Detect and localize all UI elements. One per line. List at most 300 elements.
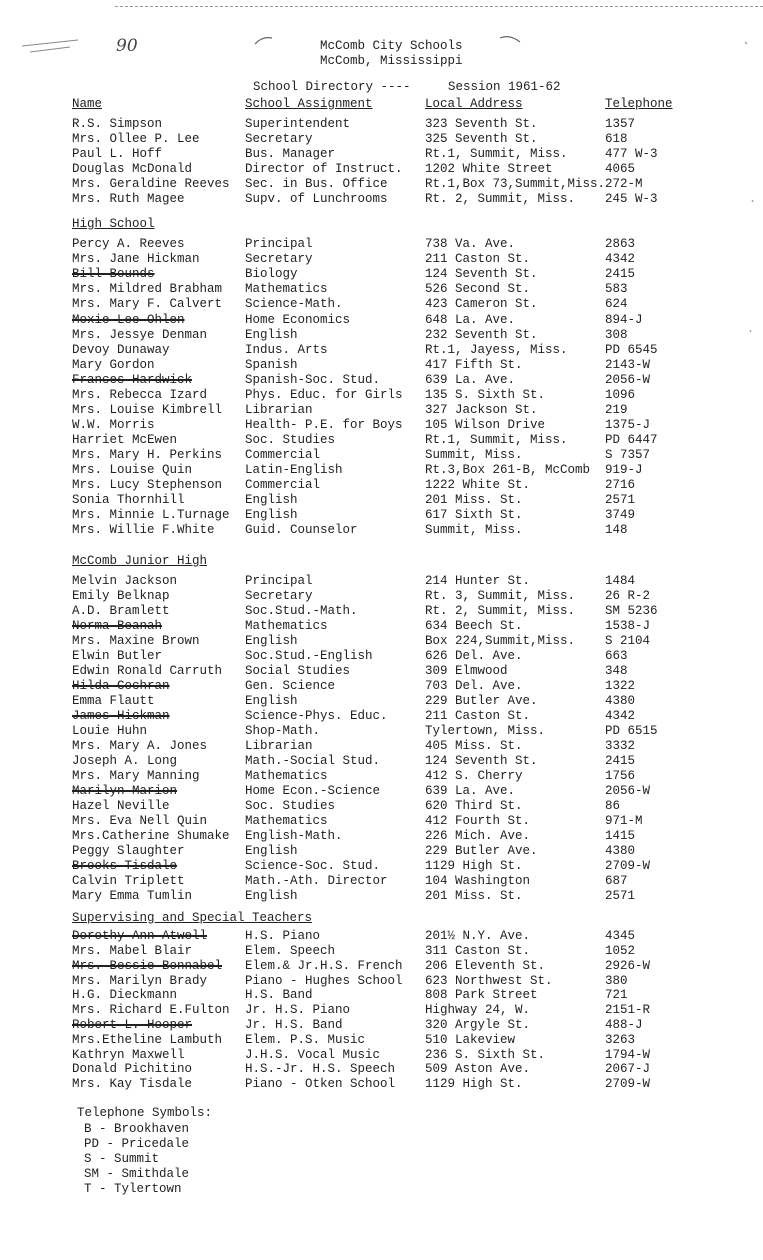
staff-address: 124 Seventh St. [425, 267, 538, 281]
staff-address: 135 S. Sixth St. [425, 388, 546, 402]
staff-address: 623 Northwest St. [425, 974, 553, 988]
staff-name: Mrs. Mary F. Calvert [72, 297, 223, 311]
table-row [0, 373, 763, 388]
staff-name: Mary Emma Tumlin [72, 889, 193, 903]
staff-assignment: Latin-English [245, 463, 343, 477]
staff-address: Rt. 2, Summit, Miss. [425, 192, 576, 206]
staff-name: Kathryn Maxwell [72, 1048, 185, 1062]
staff-name: Mrs. Eva Nell Quin [72, 814, 208, 828]
staff-address: 412 S. Cherry [425, 769, 523, 783]
staff-assignment: J.H.S. Vocal Music [245, 1048, 381, 1062]
staff-address: 206 Eleventh St. [425, 959, 546, 973]
staff-phone: 148 [605, 523, 628, 537]
staff-phone: 4065 [605, 162, 636, 176]
staff-phone: 721 [605, 988, 628, 1002]
table-row [0, 117, 763, 132]
staff-name: Mrs. Minnie L.Turnage [72, 508, 230, 522]
table-row [0, 192, 763, 207]
staff-assignment: Elem.& Jr.H.S. French [245, 959, 403, 973]
staff-name: R.S. Simpson [72, 117, 163, 131]
staff-phone: PD 6545 [605, 343, 658, 357]
staff-name: Mrs. Geraldine Reeves [72, 177, 230, 191]
staff-assignment: Librarian [245, 403, 313, 417]
table-row [0, 664, 763, 679]
staff-address: 1129 High St. [425, 859, 523, 873]
staff-phone: 2415 [605, 267, 636, 281]
staff-name: Paul L. Hoff [72, 147, 163, 161]
staff-assignment: Biology [245, 267, 298, 281]
telephone-symbols-title: Telephone Symbols: [77, 1106, 213, 1120]
table-row [0, 448, 763, 463]
staff-assignment: Secretary [245, 132, 313, 146]
staff-address: Rt.1, Jayess, Miss. [425, 343, 568, 357]
staff-phone: 2067-J [605, 1062, 651, 1076]
table-row [0, 418, 763, 433]
staff-phone: 4380 [605, 694, 636, 708]
staff-name: A.D. Bramlett [72, 604, 170, 618]
staff-phone: 3332 [605, 739, 636, 753]
staff-name: Mrs. Mary A. Jones [72, 739, 208, 753]
table-row [0, 739, 763, 754]
table-row [0, 604, 763, 619]
staff-name: Mrs. Lucy Stephenson [72, 478, 223, 492]
table-row [0, 328, 763, 343]
staff-address: 620 Third St. [425, 799, 523, 813]
staff-address: Rt.1, Summit, Miss. [425, 433, 568, 447]
staff-phone: 583 [605, 282, 628, 296]
table-row [0, 619, 763, 634]
staff-address: 124 Seventh St. [425, 754, 538, 768]
staff-phone: 2151-R [605, 1003, 651, 1017]
staff-name-struck: Brooks Tisdale [72, 859, 178, 873]
staff-address: 236 S. Sixth St. [425, 1048, 546, 1062]
staff-address: 808 Park Street [425, 988, 538, 1002]
staff-assignment: Math.-Social Stud. [245, 754, 381, 768]
staff-name: Mrs. Rebecca Izard [72, 388, 208, 402]
staff-address: 738 Va. Ave. [425, 237, 516, 251]
staff-assignment: Soc. Studies [245, 433, 336, 447]
staff-name: Mrs. Jessye Denman [72, 328, 208, 342]
staff-name: W.W. Morris [72, 418, 155, 432]
staff-address: 634 Beech St. [425, 619, 523, 633]
table-row [0, 974, 763, 989]
staff-phone: 380 [605, 974, 628, 988]
staff-assignment: English [245, 889, 298, 903]
staff-assignment: Commercial [245, 448, 321, 462]
staff-name: Sonia Thornhill [72, 493, 185, 507]
table-row [0, 829, 763, 844]
staff-assignment: Bus. Manager [245, 147, 336, 161]
staff-assignment: Science-Math. [245, 297, 343, 311]
symbol-item: PD - Pricedale [84, 1137, 190, 1151]
staff-address: 211 Caston St. [425, 709, 531, 723]
staff-address: 229 Butler Ave. [425, 694, 538, 708]
staff-assignment: Indus. Arts [245, 343, 328, 357]
page-number: 90 [116, 36, 138, 56]
staff-name-struck: Frances Hardwick [72, 373, 193, 387]
staff-assignment: English [245, 694, 298, 708]
staff-address: Summit, Miss. [425, 523, 523, 537]
staff-phone: 1794-W [605, 1048, 651, 1062]
staff-phone: 2571 [605, 493, 636, 507]
staff-address: 201½ N.Y. Ave. [425, 929, 531, 943]
district-location: McComb, Mississippi [320, 54, 463, 68]
table-row [0, 162, 763, 177]
table-row [0, 784, 763, 799]
staff-name-struck: Dorothy Ann Atwell [72, 929, 208, 943]
staff-name: Mrs. Mabel Blair [72, 944, 193, 958]
table-row [0, 769, 763, 784]
staff-name: Joseph A. Long [72, 754, 178, 768]
staff-name-struck: Norma Beanah [72, 619, 163, 633]
staff-phone: 1052 [605, 944, 636, 958]
staff-phone: 971-M [605, 814, 643, 828]
table-row [0, 313, 763, 328]
staff-phone: 894-J [605, 313, 643, 327]
staff-address: 639 La. Ave. [425, 373, 516, 387]
staff-phone: PD 6515 [605, 724, 658, 738]
staff-phone: 272-M [605, 177, 643, 191]
staff-name: Hazel Neville [72, 799, 170, 813]
table-row [0, 267, 763, 282]
staff-assignment: Commercial [245, 478, 321, 492]
staff-phone: 86 [605, 799, 621, 813]
column-header-telephone: Telephone [605, 97, 673, 111]
symbol-item: SM - Smithdale [84, 1167, 190, 1181]
table-row [0, 859, 763, 874]
staff-phone: 1357 [605, 117, 636, 131]
staff-phone: 488-J [605, 1018, 643, 1032]
staff-name: Mrs.Etheline Lambuth [72, 1033, 223, 1047]
staff-phone: 3263 [605, 1033, 636, 1047]
staff-address: 226 Mich. Ave. [425, 829, 531, 843]
top-dashed-border [115, 0, 763, 7]
table-row [0, 874, 763, 889]
staff-phone: 4342 [605, 709, 636, 723]
staff-address: 323 Seventh St. [425, 117, 538, 131]
staff-name: Peggy Slaughter [72, 844, 185, 858]
table-row [0, 634, 763, 649]
table-row [0, 574, 763, 589]
staff-address: Rt. 2, Summit, Miss. [425, 604, 576, 618]
table-row [0, 1033, 763, 1048]
staff-address: 639 La. Ave. [425, 784, 516, 798]
staff-name-struck: Robert L. Hooper [72, 1018, 193, 1032]
table-row [0, 493, 763, 508]
staff-phone: 2056-W [605, 784, 651, 798]
staff-assignment: Principal [245, 237, 313, 251]
staff-phone: 1375-J [605, 418, 651, 432]
staff-phone: 4342 [605, 252, 636, 266]
staff-name: Mrs. Richard E.Fulton [72, 1003, 230, 1017]
staff-address: Box 224,Summit,Miss. [425, 634, 576, 648]
staff-name: Mrs. Jane Hickman [72, 252, 200, 266]
staff-assignment: English [245, 508, 298, 522]
staff-assignment: Piano - Hughes School [245, 974, 403, 988]
staff-phone: 1756 [605, 769, 636, 783]
staff-address: 309 Elmwood [425, 664, 508, 678]
staff-assignment: Mathematics [245, 282, 328, 296]
table-row [0, 508, 763, 523]
staff-phone: S 7357 [605, 448, 651, 462]
staff-assignment: Secretary [245, 589, 313, 603]
staff-assignment: H.S.-Jr. H.S. Speech [245, 1062, 396, 1076]
staff-phone: 2056-W [605, 373, 651, 387]
staff-assignment: Science-Phys. Educ. [245, 709, 388, 723]
section-heading-supervising: Supervising and Special Teachers [72, 911, 313, 925]
staff-name-struck: Hilda Cochran [72, 679, 170, 693]
staff-assignment: Elem. Speech [245, 944, 336, 958]
table-row [0, 388, 763, 403]
staff-name: Mrs. Mildred Brabham [72, 282, 223, 296]
staff-name: Harriet McEwen [72, 433, 178, 447]
table-row [0, 237, 763, 252]
staff-address: Tylertown, Miss. [425, 724, 546, 738]
staff-assignment: Sec. in Bus. Office [245, 177, 388, 191]
table-row [0, 177, 763, 192]
staff-phone: S 2104 [605, 634, 651, 648]
staff-phone: 2415 [605, 754, 636, 768]
table-row [0, 814, 763, 829]
staff-name-struck: James Hickman [72, 709, 170, 723]
staff-name: Melvin Jackson [72, 574, 178, 588]
staff-assignment: Librarian [245, 739, 313, 753]
table-row [0, 403, 763, 418]
staff-assignment: Home Economics [245, 313, 351, 327]
staff-name: Emma Flautt [72, 694, 155, 708]
table-row [0, 1018, 763, 1033]
column-header-assignment: School Assignment [245, 97, 373, 111]
staff-name: Mrs. Willie F.White [72, 523, 215, 537]
staff-phone: 4345 [605, 929, 636, 943]
staff-name: Mrs. Louise Quin [72, 463, 193, 477]
table-row [0, 589, 763, 604]
staff-name: Mrs. Louise Kimbrell [72, 403, 223, 417]
staff-assignment: Shop-Math. [245, 724, 321, 738]
staff-assignment: Social Studies [245, 664, 351, 678]
table-row [0, 844, 763, 859]
staff-address: 405 Miss. St. [425, 739, 523, 753]
staff-assignment: Piano - Otken School [245, 1077, 396, 1091]
staff-name: Percy A. Reeves [72, 237, 185, 251]
table-row [0, 343, 763, 358]
staff-assignment: Guid. Counselor [245, 523, 358, 537]
symbol-item: B - Brookhaven [84, 1122, 190, 1136]
staff-address: 1202 White Street [425, 162, 553, 176]
staff-phone: 618 [605, 132, 628, 146]
staff-assignment: Principal [245, 574, 313, 588]
staff-name-struck: Marilyn Marion [72, 784, 178, 798]
table-row [0, 944, 763, 959]
staff-phone: 1538-J [605, 619, 651, 633]
staff-name: H.G. Dieckmann [72, 988, 178, 1002]
staff-address: 648 La. Ave. [425, 313, 516, 327]
staff-phone: 26 R-2 [605, 589, 651, 603]
staff-phone: 2863 [605, 237, 636, 251]
staff-assignment: Home Econ.-Science [245, 784, 381, 798]
table-row [0, 754, 763, 769]
staff-phone: 1484 [605, 574, 636, 588]
staff-phone: 3749 [605, 508, 636, 522]
staff-assignment: Mathematics [245, 619, 328, 633]
staff-phone: 919-J [605, 463, 643, 477]
table-row [0, 889, 763, 904]
staff-phone: PD 6447 [605, 433, 658, 447]
staff-address: 526 Second St. [425, 282, 531, 296]
section-heading-high-school: High School [72, 217, 155, 231]
staff-address: 1222 White St. [425, 478, 531, 492]
staff-phone: 2716 [605, 478, 636, 492]
staff-name: Emily Belknap [72, 589, 170, 603]
staff-assignment: Mathematics [245, 769, 328, 783]
staff-assignment: Health- P.E. for Boys [245, 418, 403, 432]
staff-name-struck: Mrs. Bessie Bonnabel [72, 959, 223, 973]
staff-address: 229 Butler Ave. [425, 844, 538, 858]
staff-assignment: Soc. Studies [245, 799, 336, 813]
staff-name: Louie Huhn [72, 724, 148, 738]
staff-phone: 2709-W [605, 859, 651, 873]
staff-address: 311 Caston St. [425, 944, 531, 958]
table-row [0, 1062, 763, 1077]
staff-phone: 4380 [605, 844, 636, 858]
staff-assignment: English [245, 328, 298, 342]
staff-name: Devoy Dunaway [72, 343, 170, 357]
staff-address: 417 Fifth St. [425, 358, 523, 372]
staff-address: 412 Fourth St. [425, 814, 531, 828]
directory-title: School Directory ---- [253, 80, 411, 94]
staff-phone: 219 [605, 403, 628, 417]
staff-assignment: Supv. of Lunchrooms [245, 192, 388, 206]
staff-address: 214 Hunter St. [425, 574, 531, 588]
staff-phone: 624 [605, 297, 628, 311]
staff-address: 327 Jackson St. [425, 403, 538, 417]
staff-phone: 2143-W [605, 358, 651, 372]
table-row [0, 463, 763, 478]
staff-name-struck: Moxie Lee Ohlen [72, 313, 185, 327]
staff-assignment: H.S. Piano [245, 929, 321, 943]
table-row [0, 799, 763, 814]
staff-assignment: H.S. Band [245, 988, 313, 1002]
staff-address: 617 Sixth St. [425, 508, 523, 522]
staff-phone: 477 W-3 [605, 147, 658, 161]
staff-assignment: Science-Soc. Stud. [245, 859, 381, 873]
staff-assignment: Superintendent [245, 117, 351, 131]
staff-phone: 2926-W [605, 959, 651, 973]
staff-assignment: English [245, 634, 298, 648]
staff-phone: 2709-W [605, 1077, 651, 1091]
district-title: McComb City Schools [320, 39, 463, 53]
staff-address: Highway 24, W. [425, 1003, 531, 1017]
staff-address: 325 Seventh St. [425, 132, 538, 146]
staff-address: 510 Lakeview [425, 1033, 516, 1047]
staff-address: 626 Del. Ave. [425, 649, 523, 663]
table-row [0, 478, 763, 493]
table-row [0, 132, 763, 147]
table-row [0, 679, 763, 694]
staff-address: 1129 High St. [425, 1077, 523, 1091]
staff-phone: 245 W-3 [605, 192, 658, 206]
table-row [0, 523, 763, 538]
staff-assignment: Jr. H.S. Piano [245, 1003, 351, 1017]
staff-name-struck: Bill Bounds [72, 267, 155, 281]
table-row [0, 1077, 763, 1092]
staff-assignment: Soc.Stud.-English [245, 649, 373, 663]
staff-phone: 2571 [605, 889, 636, 903]
staff-phone: 1415 [605, 829, 636, 843]
staff-assignment: English [245, 493, 298, 507]
staff-name: Mrs.Catherine Shumake [72, 829, 230, 843]
staff-name: Mrs. Marilyn Brady [72, 974, 208, 988]
staff-address: Summit, Miss. [425, 448, 523, 462]
staff-assignment: Mathematics [245, 814, 328, 828]
table-row [0, 709, 763, 724]
staff-assignment: Spanish [245, 358, 298, 372]
symbol-item: S - Summit [84, 1152, 160, 1166]
table-row [0, 929, 763, 944]
table-row [0, 433, 763, 448]
staff-assignment: English [245, 844, 298, 858]
staff-address: 201 Miss. St. [425, 493, 523, 507]
staff-address: Rt. 3, Summit, Miss. [425, 589, 576, 603]
staff-address: 211 Caston St. [425, 252, 531, 266]
staff-phone: 1096 [605, 388, 636, 402]
staff-assignment: Elem. P.S. Music [245, 1033, 366, 1047]
staff-assignment: Jr. H.S. Band [245, 1018, 343, 1032]
staff-address: 320 Argyle St. [425, 1018, 531, 1032]
table-row [0, 724, 763, 739]
session-label: Session 1961-62 [448, 80, 561, 94]
staff-address: 105 Wilson Drive [425, 418, 546, 432]
table-row [0, 649, 763, 664]
staff-name: Mrs. Mary H. Perkins [72, 448, 223, 462]
staff-address: Rt.3,Box 261-B, McComb [425, 463, 591, 477]
staff-address: 104 Washington [425, 874, 531, 888]
staff-address: 232 Seventh St. [425, 328, 538, 342]
staff-address: 201 Miss. St. [425, 889, 523, 903]
staff-assignment: Math.-Ath. Director [245, 874, 388, 888]
table-row [0, 252, 763, 267]
staff-assignment: Soc.Stud.-Math. [245, 604, 358, 618]
staff-assignment: Phys. Educ. for Girls [245, 388, 403, 402]
staff-address: 703 Del. Ave. [425, 679, 523, 693]
section-heading-junior-high: McComb Junior High [72, 554, 208, 568]
staff-address: Rt.1,Box 73,Summit,Miss. [425, 177, 606, 191]
staff-assignment: Director of Instruct. [245, 162, 403, 176]
table-row [0, 694, 763, 709]
staff-assignment: Gen. Science [245, 679, 336, 693]
staff-phone: 663 [605, 649, 628, 663]
staff-name: Edwin Ronald Carruth [72, 664, 223, 678]
staff-name: Donald Pichitino [72, 1062, 193, 1076]
table-row [0, 1048, 763, 1063]
staff-address: 423 Cameron St. [425, 297, 538, 311]
column-header-name: Name [72, 97, 103, 111]
table-row [0, 988, 763, 1003]
staff-address: Rt.1, Summit, Miss. [425, 147, 568, 161]
table-row [0, 282, 763, 297]
staff-name: Mrs. Ruth Magee [72, 192, 185, 206]
symbol-item: T - Tylertown [84, 1182, 182, 1196]
table-row [0, 297, 763, 312]
column-header-address: Local Address [425, 97, 523, 111]
table-row [0, 959, 763, 974]
staff-name: Mrs. Maxine Brown [72, 634, 200, 648]
staff-name: Mrs. Mary Manning [72, 769, 200, 783]
staff-phone: 687 [605, 874, 628, 888]
staff-assignment: English-Math. [245, 829, 343, 843]
staff-address: 509 Aston Ave. [425, 1062, 531, 1076]
staff-name: Elwin Butler [72, 649, 163, 663]
